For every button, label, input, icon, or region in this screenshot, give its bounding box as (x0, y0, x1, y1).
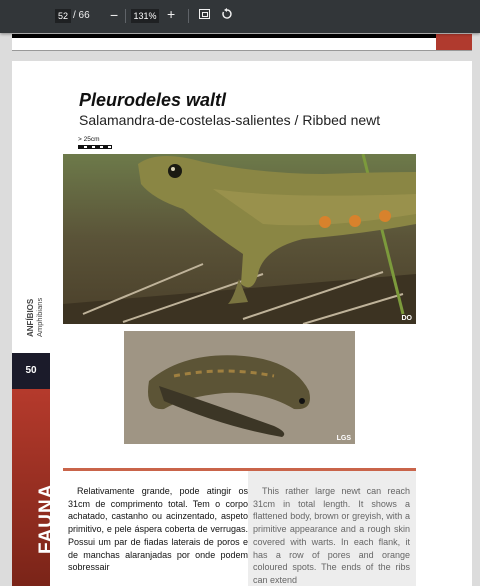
section-label: FAUNA (36, 483, 57, 554)
newt-photo-secondary (124, 331, 355, 444)
toolbar-divider (125, 9, 126, 23)
category-label-pt: ANFÍBIOS (26, 298, 35, 337)
rotate-icon[interactable] (221, 8, 233, 20)
species-title: Pleurodeles waltl (79, 90, 227, 110)
scale-bar (78, 145, 112, 149)
page-number: 50 (25, 365, 37, 376)
zoom-in-button[interactable]: + (167, 6, 176, 22)
page-total-label: / 66 (73, 10, 90, 21)
fit-page-icon[interactable] (199, 9, 210, 19)
document-page (12, 61, 472, 586)
scale-label: > 25cm (78, 136, 100, 143)
photo-credit: LGS (336, 435, 351, 442)
body-text-portuguese: Relativamente grande, pode atingir os 31cm de comprimento total. Tem o corpo achatado, castanho ou acinzentado, aspeto primitivo, e pele áspera coberta de verrugas. Possui um par de fiadas laterais de poros e de manchas alaranjadas por onde podem sobressair (68, 486, 248, 573)
pdf-toolbar (0, 0, 480, 33)
previous-page-rule (12, 34, 436, 38)
zoom-level-input[interactable]: 131% (131, 9, 159, 23)
zoom-out-button[interactable]: − (110, 7, 119, 23)
photo-credit: DO (401, 315, 412, 322)
previous-page-tab (436, 34, 472, 50)
toolbar-divider (188, 9, 189, 23)
previous-page-edge (12, 34, 472, 51)
newt-photo-main (63, 154, 416, 324)
category-label-en: Amphibians (35, 297, 44, 337)
common-name: Salamandra-de-costelas-salientes / Ribbed newt (79, 112, 381, 128)
body-text-english: This rather large newt can reach 31cm in total length. It shows a flattened body, brown or greyish, with a primitive appearance and a rough skin covered with warts. In each flank, it has a row of pores and orange coloured spots. The ends of the ribs can extend (253, 486, 410, 585)
page-number-input[interactable]: 52 (55, 9, 71, 23)
